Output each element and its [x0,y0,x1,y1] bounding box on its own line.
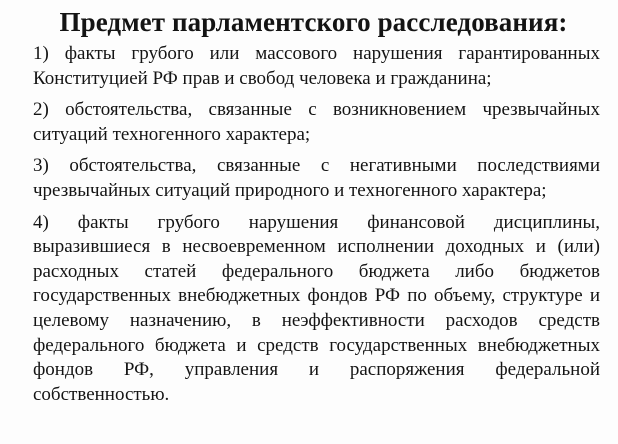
list-item-4: 4) факты грубого нарушения финансовой дисциплины, выразившиеся в несвоевременном исполнении доходных и (или) расходных статей федерального бюджета либо бюджетов государственных внебюджетных фондов РФ по объему, структуре и целевому назначению, в неэффективности расходов средств федерального бюджета и средств государственных внебюджетных фондов РФ, управления и распоряжения федеральной собственностью. [33,211,600,405]
list-item-1: 1) факты грубого или массового нарушения гарантированных Конституцией РФ прав и свобод человека и гражданина; [33,43,600,89]
list-item-3: 3) обстоятельства, связанные с негативными последствиями чрезвычайных ситуаций природного и техногенного характера; [33,155,600,201]
list-item-2: 2) обстоятельства, связанные с возникновением чрезвычайных ситуаций техногенного характера; [33,99,600,145]
slide-title: Предмет парламентского расследования: [59,7,568,37]
